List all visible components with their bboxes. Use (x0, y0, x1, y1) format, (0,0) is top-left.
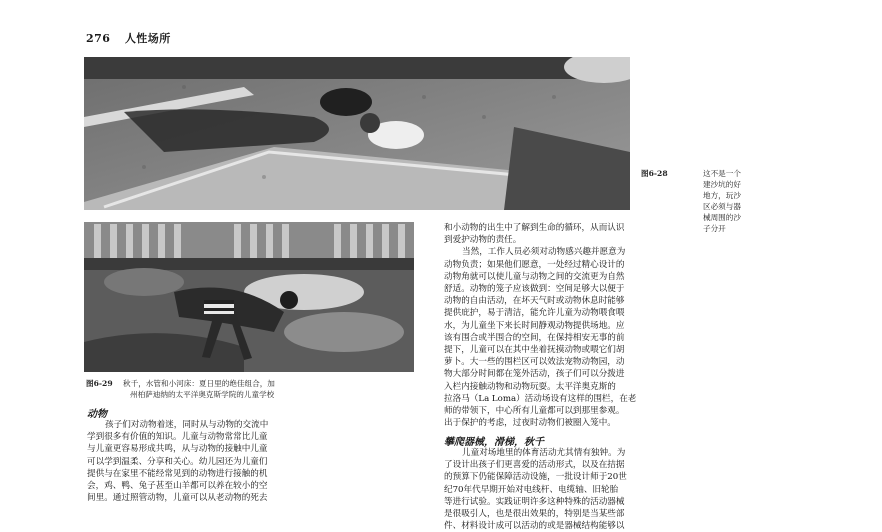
figure-6-28-caption-line: 地方，玩沙 (703, 191, 741, 200)
paragraph-line: 舒适。动物的笼子应该做到：空间足够大以便于 (444, 284, 625, 295)
paragraph-line: 提供庇护，易于清洁，能允许儿童为动物喂食喂 (444, 308, 625, 319)
paragraph-line: 等进行试验。实践证明许多这种特殊的活动器械 (444, 496, 625, 507)
paragraph-line: 孩子们对动物着迷，同时从与动物的交流中 (105, 420, 269, 430)
paragraph-line: 物大部分时间都在笼外活动，孩子们可以分拨进 (444, 369, 625, 380)
paragraph-line: 儿童对场地里的体育活动尤其情有独钟。为 (462, 448, 626, 458)
paragraph-line: 是很吸引人，也是很出效果的，特别是当某些部 (444, 509, 625, 520)
paragraph-line: 入栏内接触动物和动物玩耍。太平洋奥克斯的 (444, 381, 616, 392)
figure-6-29-photo (84, 222, 414, 372)
paragraph-line: 师的带领下，中心所有儿童都可以到那里参观。 (444, 406, 625, 417)
right-column-text (444, 222, 778, 429)
page-number: 276 (86, 32, 111, 45)
paragraph-line: 件、材料设计成可以活动的或是器械结构能够以 (444, 521, 625, 532)
paragraph-line: 动物负责；如果他们愿意，一处经过精心设计的 (444, 259, 625, 270)
paragraph-line: 的预算下仍能保障活动设施，一批设计师于20世 (444, 472, 627, 483)
left-column-text (87, 419, 417, 504)
paragraph-line: 提供与在家里不能经常见到的动物进行接触的机 (87, 468, 268, 479)
paragraph-line: 出于保护的考虑，过夜时动物们被圈入笼中。 (444, 418, 616, 429)
section-heading-climbing: 攀爬器械，滑梯，秋千 (444, 437, 544, 448)
page-header (86, 30, 171, 46)
figure-6-28-caption-line: 区必须与器 (703, 202, 741, 211)
paragraph-line: 间里。通过照管动物，儿童可以从老动物的死去 (87, 493, 268, 504)
figure-6-28-photo (84, 57, 630, 210)
paragraph-line: 提下，儿童可以在其中坐着抚摸动物或喂它们胡 (444, 345, 625, 356)
paragraph-line: 了设计出孩子们更喜爱的活动形式，以及在拮据 (444, 460, 625, 471)
paragraph-line: 到爱护动物的责任。 (444, 235, 522, 246)
paragraph-line: 会，鸡、鸭、兔子甚至山羊都可以养在较小的空 (87, 481, 268, 492)
figure-6-28-caption-line: 子分开 (703, 224, 726, 233)
paragraph-line: 水，为儿童坐下来长时间静观动物提供场地。应 (444, 320, 625, 331)
figure-6-28-caption-line: 建沙坑的好 (703, 180, 741, 189)
paragraph-line: 动物角就可以使儿童与动物之间的交流更为自然 (444, 271, 625, 282)
figure-6-29-caption-line: 州柏萨迪纳的太平洋奥克斯学院的儿童学校 (130, 390, 275, 399)
section-heading-animals: 动物 (87, 409, 107, 420)
running-title: 人性场所 (124, 32, 171, 45)
paragraph-line: 当然，工作人员必须对动物感兴趣并愿意为 (462, 247, 626, 258)
paragraph-line: 该有围合或半围合的空间，在保持相安无事的前 (444, 332, 625, 343)
paragraph-line: 萝卜。大一些的围栏区可以效法宠物动物园，动 (444, 357, 625, 368)
paragraph-line: 与儿童更容易形成共鸣，从与动物的接触中儿童 (87, 444, 268, 455)
figure-6-28-caption-line: 械周围的沙 (703, 213, 741, 222)
figure-6-29-caption (86, 378, 426, 400)
paragraph-line: 可以学到温柔、分享和关心。幼儿园还为儿童们 (87, 456, 268, 467)
paragraph-line: 纪70年代早期开始对电线杆、电缆轴、旧轮胎 (444, 484, 619, 495)
figure-6-29-label: 图6-29 (86, 379, 113, 388)
paragraph-line: 学到很多有价值的知识。儿童与动物常常比儿童 (87, 432, 268, 443)
paragraph-line: 拉洛马（La Loma）活动场设有这样的围栏，在老 (444, 393, 637, 404)
figure-6-28-caption-line: 这不是一个 (703, 169, 741, 178)
paragraph-line: 和小动物的出生中了解到生命的循环，从而认识 (444, 223, 625, 233)
figure-6-29-caption-line: 秋千，水管和小河床：夏日里的绝佳组合，加 (123, 379, 275, 388)
paragraph-line: 动物的自由活动，在坏天气时或动物休息时能够 (444, 296, 625, 307)
figure-6-28-label: 图6-28 (641, 169, 668, 178)
right-column-text-bottom (444, 447, 778, 532)
